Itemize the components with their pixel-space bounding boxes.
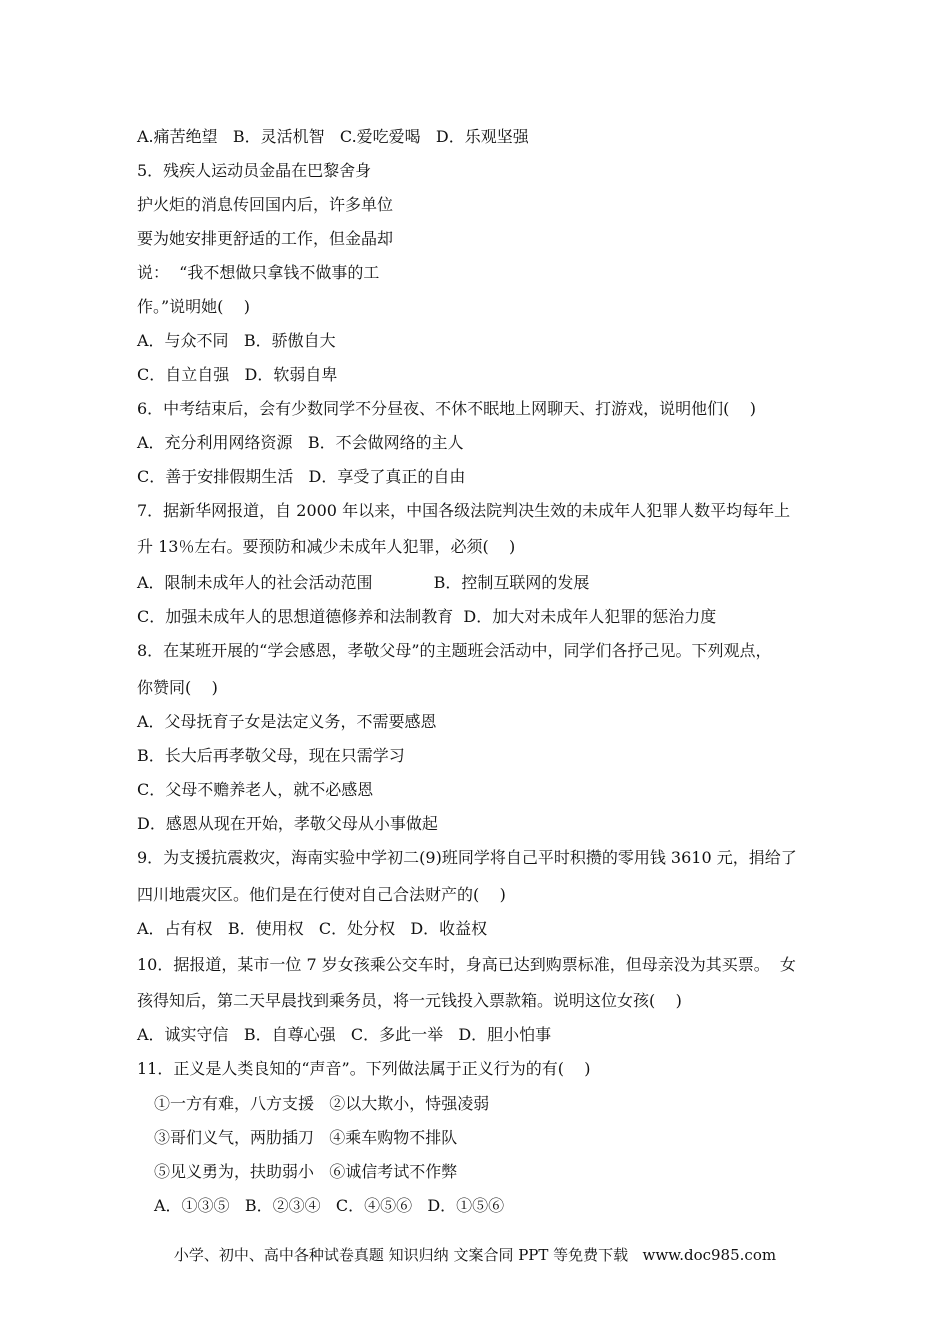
q6-options-2: C．善于安排假期生活 D．享受了真正的自由 — [137, 467, 466, 486]
q10-stem-1: 10．据报道，某市一位 7 岁女孩乘公交车时，身高已达到购票标准，但母亲没为其买票。 女 — [137, 955, 796, 974]
q7-options-2: C．加强未成年人的思想道德修养和法制教育 D．加大对未成年人犯罪的惩治力度 — [137, 607, 717, 626]
q8-option-b: B．长大后再孝敬父母，现在只需学习 — [137, 746, 405, 765]
q9-stem-2: 四川地震灾区。他们是在行使对自己合法财产的( ) — [137, 885, 506, 904]
q5-stem-1: 5．残疾人运动员金晶在巴黎舍身 — [137, 161, 372, 180]
q5-options-1: A．与众不同 B．骄傲自大 — [137, 331, 336, 350]
q10-options: A．诚实守信 B．自尊心强 C．多此一举 D．胆小怕事 — [137, 1025, 552, 1044]
q11-item-3: ⑤见义勇为，扶助弱小 ⑥诚信考试不作弊 — [154, 1162, 458, 1181]
q4-options: A.痛苦绝望 B．灵活机智 C.爱吃爱喝 D．乐观坚强 — [137, 127, 529, 146]
q8-stem-1: 8．在某班开展的“学会感恩，孝敬父母”的主题班会活动中，同学们各抒己见。下列观点， — [137, 641, 772, 660]
q7-stem-2: 升 13％左右。要预防和减少未成年人犯罪，必须( ) — [137, 537, 516, 556]
q11-options: A．①③⑤ B．②③④ C．④⑤⑥ D．①⑤⑥ — [154, 1196, 505, 1215]
q5-stem-2: 护火炬的消息传回国内后，许多单位 — [137, 195, 394, 214]
q8-option-a: A．父母抚育子女是法定义务，不需要感恩 — [137, 712, 437, 731]
q7-options-1: A．限制未成年人的社会活动范围 B．控制互联网的发展 — [137, 573, 590, 592]
q8-stem-2: 你赞同( ) — [137, 678, 218, 697]
q11-stem: 11．正义是人类良知的“声音”。下列做法属于正义行为的有( ) — [137, 1059, 591, 1078]
q9-options: A．占有权 B．使用权 C．处分权 D．收益权 — [137, 919, 488, 938]
q6-stem: 6．中考结束后，会有少数同学不分昼夜、不休不眠地上网聊天、打游戏，说明他们( ) — [137, 399, 757, 418]
q8-option-c: C．父母不赡养老人，就不必感恩 — [137, 780, 374, 799]
q7-stem-1: 7．据新华网报道，自 2000 年以来，中国各级法院判决生效的未成年人犯罪人数平均每年上 — [137, 501, 791, 520]
q9-stem-1: 9．为支援抗震救灾，海南实验中学初二(9)班同学将自己平时积攒的零用钱 3610 元，捐给了 — [137, 848, 797, 867]
q5-options-2: C．自立自强 D．软弱自卑 — [137, 365, 338, 384]
q5-stem-4: 说： “我不想做只拿钱不做事的工 — [137, 263, 380, 282]
q8-option-d: D．感恩从现在开始，孝敬父母从小事做起 — [137, 814, 438, 833]
q10-stem-2: 孩得知后，第二天早晨找到乘务员，将一元钱投入票款箱。说明这位女孩( ) — [137, 991, 682, 1010]
q5-stem-3: 要为她安排更舒适的工作，但金晶却 — [137, 229, 394, 248]
page-footer: 小学、初中、高中各种试卷真题 知识归纳 文案合同 PPT 等免费下载 www.doc985.com — [173, 1246, 777, 1264]
q11-item-1: ①一方有难，八方支援 ②以大欺小，恃强凌弱 — [154, 1094, 490, 1113]
q6-options-1: A．充分利用网络资源 B．不会做网络的主人 — [137, 433, 464, 452]
q5-stem-5: 作。”说明她( ) — [137, 297, 251, 316]
q11-item-2: ③哥们义气，两肋插刀 ④乘车购物不排队 — [154, 1128, 458, 1147]
